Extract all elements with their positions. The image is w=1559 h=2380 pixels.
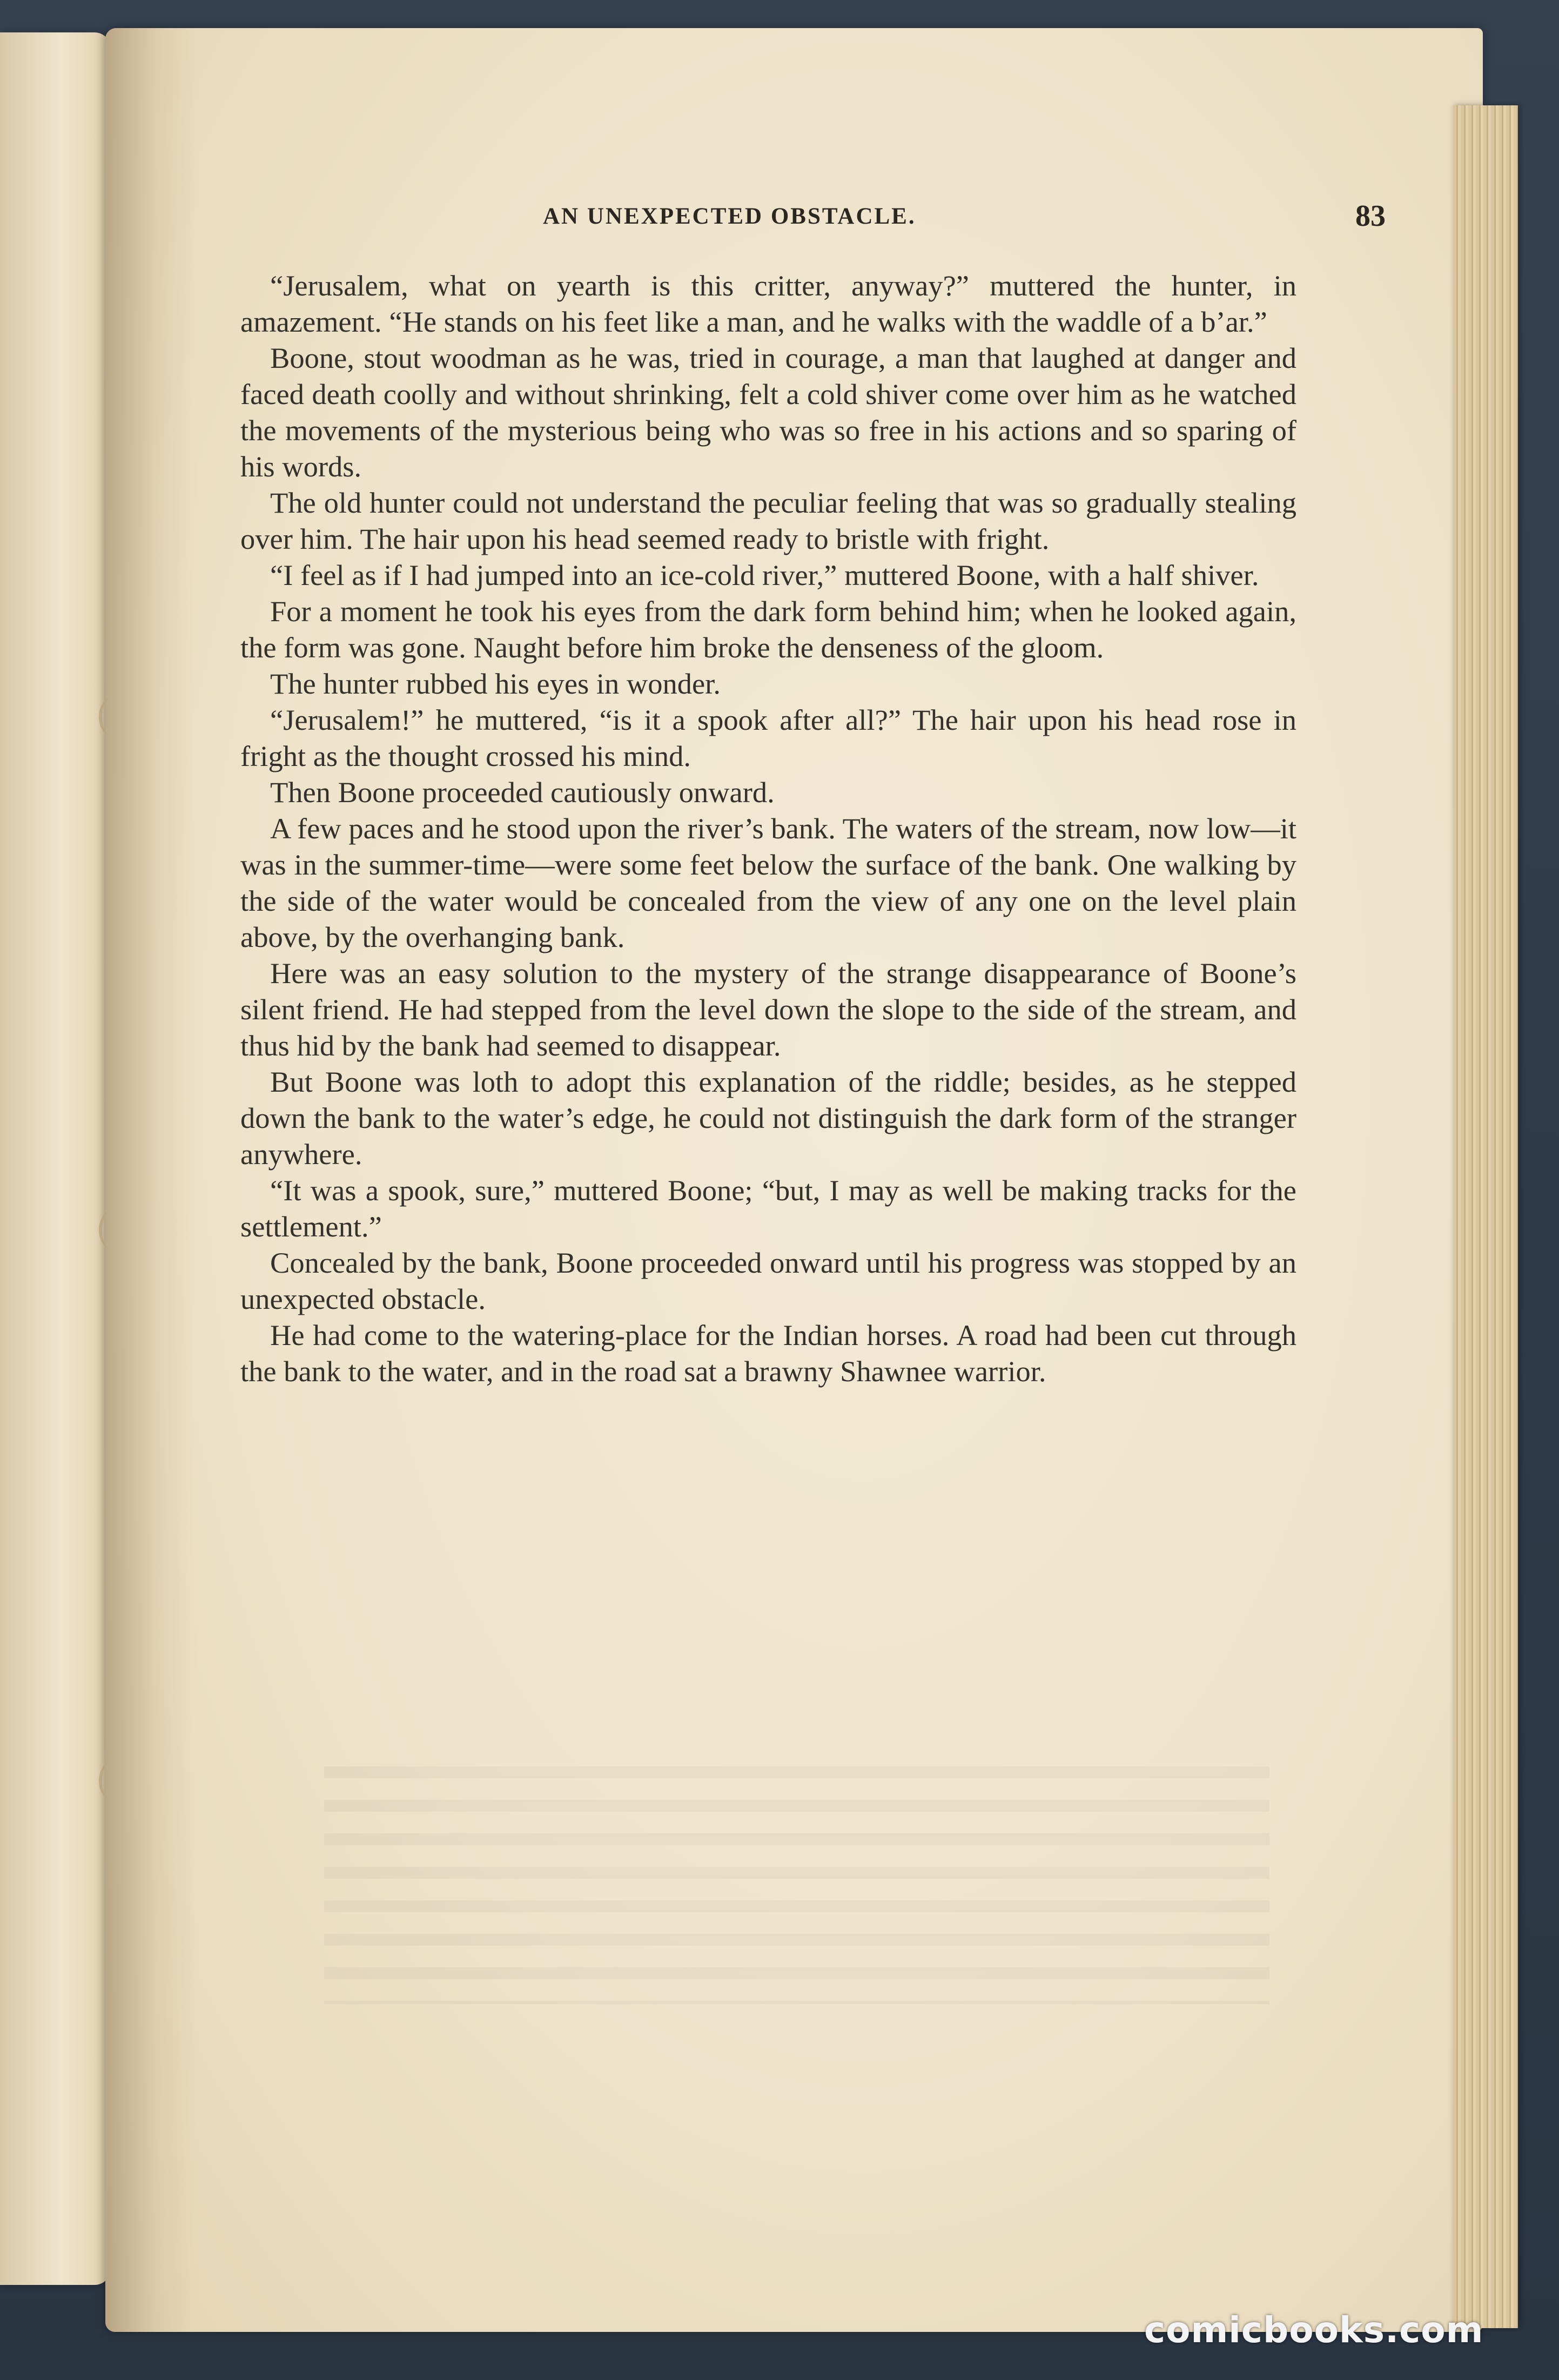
- page-edge-stack: [1453, 105, 1518, 2328]
- paragraph: For a moment he took his eyes from the dark form behind him; when he looked again, the form was gone. Naught before him broke the denseness of the gloom.: [240, 595, 1296, 664]
- paragraph: Here was an easy solution to the mystery of the strange disappearance of Boone’s silent friend. He had stepped from the level down the slope to the side of the stream, and thus hid by the bank had seemed to disappear.: [240, 957, 1296, 1062]
- paragraph: “I feel as if I had jumped into an ice-cold river,” muttered Boone, with a half shiver.: [270, 559, 1259, 591]
- paragraph: A few paces and he stood upon the river’s bank. The waters of the stream, now low—it was in the summer-time—were some feet below the surface of the bank. One walking by the side of the water would be concealed from the view of any one on the level plain above, by the overhanging bank.: [240, 812, 1296, 953]
- paragraph: “Jerusalem, what on yearth is this critter, anyway?” muttered the hunter, in amazement. “He stands on his feet like a man, and he walks with the waddle of a b’ar.”: [240, 269, 1296, 338]
- gutter-shadow: [105, 28, 197, 2332]
- paragraph: “Jerusalem!” he muttered, “is it a spook after all?” The hair upon his head rose in fright as the thought crossed his mind.: [240, 703, 1296, 772]
- binding-stitch: [99, 698, 124, 736]
- paragraph: He had come to the watering-place for the Indian horses. A road had been cut through the bank to the water, and in the road sat a brawny Shawnee warrior.: [240, 1319, 1296, 1388]
- left-page-edge: [0, 32, 111, 2285]
- paragraph: “It was a spook, sure,” muttered Boone; “but, I may as well be making tracks for the settlement.”: [240, 1174, 1296, 1243]
- running-head: AN UNEXPECTED OBSTACLE.: [543, 204, 916, 229]
- body-text: [240, 267, 1296, 1389]
- watermark: comicbooks.com: [1144, 2309, 1484, 2351]
- paragraph: The old hunter could not understand the peculiar feeling that was so gradually stealing over him. The hair upon his head seemed ready to bristle with fright.: [240, 486, 1296, 555]
- paragraph: Concealed by the bank, Boone proceeded onward until his progress was stopped by an unexpected obstacle.: [240, 1246, 1296, 1315]
- paragraph: Then Boone proceeded cautiously onward.: [270, 776, 775, 809]
- binding-stitch: [99, 1211, 124, 1249]
- page-header: [440, 199, 1456, 246]
- paragraph: Boone, stout woodman as he was, tried in courage, a man that laughed at danger and faced death coolly and without shrinking, felt a cold shiver come over him as he watched the movements of the mysterious being who was so free in his actions and so sparing of his words.: [240, 341, 1296, 483]
- binding-stitch: [99, 1762, 124, 1800]
- paragraph: But Boone was loth to adopt this explanation of the riddle; besides, as he stepped down the bank to the water’s edge, he could not distinguish the dark form of the stranger anywhere.: [240, 1065, 1296, 1171]
- page-number: 83: [1355, 199, 1386, 233]
- paragraph: The hunter rubbed his eyes in wonder.: [270, 667, 721, 700]
